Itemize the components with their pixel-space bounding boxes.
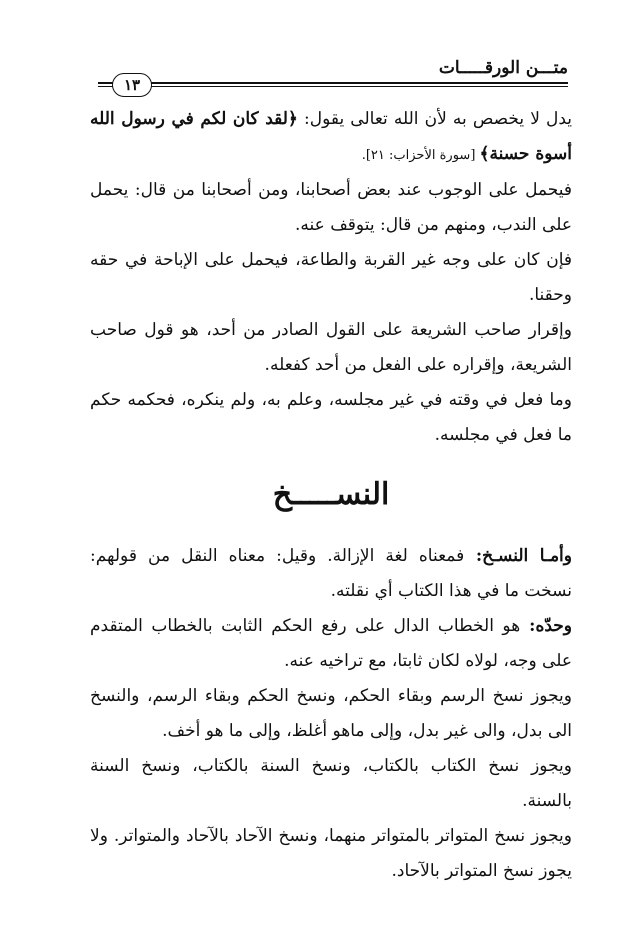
- paragraph: [90, 173, 572, 243]
- paragraph-text: وإقرار صاحب الشريعة على القول الصادر من أحد، هو قول صاحب الشريعة، وإقراره على الفعل من أحد كفعله.: [90, 320, 572, 375]
- header-rule-thick: [98, 82, 568, 84]
- quran-quote: ﴿لقد كان لكم في رسول الله أسوة حسنة﴾: [90, 109, 572, 164]
- running-header: [98, 58, 568, 92]
- page-number: ١٣: [112, 73, 152, 97]
- paragraph-text: هو الخطاب الدال على رفع الحكم الثابت بالخطاب المتقدم على وجه، لولاه لكان ثابتا، مع تراخيه عنه.: [90, 616, 572, 671]
- paragraph-quran-citation: [90, 102, 572, 173]
- page-body: [90, 102, 572, 889]
- paragraph-lead: وأمـا النسـخ:: [464, 546, 572, 566]
- paragraph-text: ويجوز نسخ الكتاب بالكتاب، ونسخ السنة بالكتاب، ونسخ السنة بالسنة.: [90, 756, 572, 811]
- section-title: النســـــخ: [272, 477, 390, 512]
- paragraph-text: فإن كان على وجه غير القربة والطاعة، فيحمل على الإباحة في حقه وحقنا.: [90, 250, 572, 305]
- paragraph-lead: وحدّه:: [520, 616, 572, 636]
- paragraph: [90, 383, 572, 453]
- header-rule-thin: [98, 86, 568, 87]
- paragraph-text: يدل لا يخصص به لأن الله تعالى يقول:: [297, 109, 572, 129]
- paragraph-definition-linguistic: [90, 539, 572, 609]
- paragraph-text: ويجوز نسخ المتواتر بالمتواتر منهما، ونسخ الآحاد بالآحاد والمتواتر. ولا يجوز نسخ المتواتر بالآحاد.: [90, 826, 572, 881]
- paragraph: [90, 313, 572, 383]
- paragraph-text: ويجوز نسخ الرسم وبقاء الحكم، ونسخ الحكم وبقاء الرسم، والنسخ الى بدل، والى غير بدل، وإلى ماهو أغلظ، وإلى ما هو أخف.: [90, 686, 572, 741]
- surah-reference: [سورة الأحزاب: ٢١].: [361, 148, 480, 163]
- paragraph: [90, 679, 572, 749]
- paragraph: [90, 819, 572, 889]
- paragraph-text: وما فعل في وقته في غير مجلسه، وعلم به، ولم ينكره، فحكمه حكم ما فعل في مجلسه.: [90, 390, 572, 445]
- paragraph: [90, 243, 572, 313]
- paragraph-text: فيحمل على الوجوب عند بعض أصحابنا، ومن أصحابنا من قال: يحمل على الندب، ومنهم من قال: يتوقف عنه.: [90, 180, 572, 235]
- paragraph: [90, 749, 572, 819]
- paragraph-definition-technical: [90, 609, 572, 679]
- header-title: متـــن الورقـــــات: [438, 58, 568, 78]
- paragraph-text: فمعناه لغة الإزالة. وقيل: معناه النقل من قولهم: نسخت ما في هذا الكتاب أي نقلته.: [90, 546, 572, 601]
